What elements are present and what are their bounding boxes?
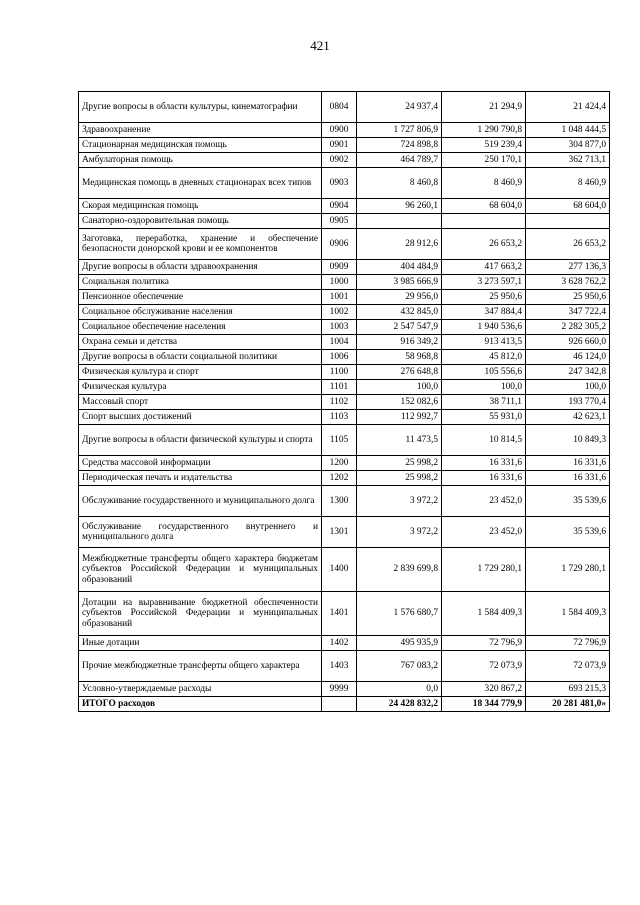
row-value-3-cell: 304 877,0 [526, 138, 610, 153]
table-row [79, 335, 610, 350]
row-name-cell: Физическая культура [79, 380, 322, 395]
row-value-2-cell: 8 460,9 [442, 168, 526, 199]
total-row-code-cell [322, 697, 357, 712]
row-value-2-cell: 3 273 597,1 [442, 275, 526, 290]
table-row [79, 486, 610, 517]
row-name-cell: Другие вопросы в области социальной политики [79, 350, 322, 365]
row-name-cell: Здравоохранение [79, 123, 322, 138]
row-value-2-cell: 320 867,2 [442, 682, 526, 697]
row-value-1-cell: 916 349,2 [357, 335, 442, 350]
table-row [79, 229, 610, 260]
row-value-1-cell: 25 998,2 [357, 471, 442, 486]
table-row [79, 138, 610, 153]
row-code-cell: 1004 [322, 335, 357, 350]
row-value-2-cell: 23 452,0 [442, 486, 526, 517]
row-value-3-cell: 16 331,6 [526, 456, 610, 471]
row-name-cell: Заготовка, переработка, хранение и обеспечение безопасности донорской крови и ее компонентов [79, 229, 322, 260]
row-value-1-cell: 24 937,4 [357, 92, 442, 123]
row-code-cell: 1403 [322, 651, 357, 682]
row-value-1-cell: 2 547 547,9 [357, 320, 442, 335]
table-row [79, 320, 610, 335]
row-value-2-cell: 1 290 790,8 [442, 123, 526, 138]
row-code-cell: 1200 [322, 456, 357, 471]
row-value-1-cell: 464 789,7 [357, 153, 442, 168]
row-code-cell: 1401 [322, 592, 357, 636]
row-name-cell: Дотации на выравнивание бюджетной обеспеченности субъектов Российской Федерации и муниципальных образований [79, 592, 322, 636]
row-value-2-cell: 417 663,2 [442, 260, 526, 275]
table-row [79, 153, 610, 168]
row-value-2-cell: 1 584 409,3 [442, 592, 526, 636]
row-value-2-cell: 16 331,6 [442, 456, 526, 471]
row-code-cell: 1101 [322, 380, 357, 395]
row-value-3-cell: 68 604,0 [526, 199, 610, 214]
row-value-2-cell: 1 940 536,6 [442, 320, 526, 335]
row-value-1-cell: 3 985 666,9 [357, 275, 442, 290]
row-value-2-cell: 25 950,6 [442, 290, 526, 305]
table-row [79, 305, 610, 320]
row-value-3-cell: 1 048 444,5 [526, 123, 610, 138]
table-row [79, 517, 610, 548]
table-row [79, 682, 610, 697]
row-value-2-cell: 347 884,4 [442, 305, 526, 320]
row-code-cell: 0906 [322, 229, 357, 260]
row-value-3-cell: 72 796,9 [526, 636, 610, 651]
row-value-1-cell: 8 460,8 [357, 168, 442, 199]
row-value-3-cell: 247 342,8 [526, 365, 610, 380]
row-name-cell: Социальное обеспечение населения [79, 320, 322, 335]
row-code-cell: 0904 [322, 199, 357, 214]
table-row [79, 123, 610, 138]
page-number: 421 [310, 38, 330, 53]
row-value-3-cell: 362 713,1 [526, 153, 610, 168]
row-value-1-cell: 1 727 806,9 [357, 123, 442, 138]
row-value-1-cell: 1 576 680,7 [357, 592, 442, 636]
row-value-1-cell: 29 956,0 [357, 290, 442, 305]
row-value-2-cell: 16 331,6 [442, 471, 526, 486]
row-value-3-cell: 46 124,0 [526, 350, 610, 365]
row-value-3-cell: 35 539,6 [526, 517, 610, 548]
row-value-3-cell [526, 214, 610, 229]
row-value-2-cell: 250 170,1 [442, 153, 526, 168]
row-value-3-cell: 2 282 305,2 [526, 320, 610, 335]
row-code-cell: 1105 [322, 425, 357, 456]
row-value-3-cell: 10 849,3 [526, 425, 610, 456]
row-value-1-cell: 96 260,1 [357, 199, 442, 214]
row-code-cell: 0903 [322, 168, 357, 199]
budget-expenditure-table [78, 91, 610, 712]
row-name-cell: Пенсионное обеспечение [79, 290, 322, 305]
row-name-cell: Обслуживание государственного внутреннего и муниципального долга [79, 517, 322, 548]
row-value-1-cell: 0,0 [357, 682, 442, 697]
row-code-cell: 1400 [322, 548, 357, 592]
row-name-cell: Стационарная медицинская помощь [79, 138, 322, 153]
row-value-2-cell: 45 812,0 [442, 350, 526, 365]
row-name-cell: Другие вопросы в области культуры, кинематографии [79, 92, 322, 123]
row-value-3-cell: 25 950,6 [526, 290, 610, 305]
row-value-3-cell: 1 729 280,1 [526, 548, 610, 592]
table-row [79, 168, 610, 199]
row-code-cell: 1402 [322, 636, 357, 651]
table-row [79, 380, 610, 395]
row-name-cell: Прочие межбюджетные трансферты общего характера [79, 651, 322, 682]
row-name-cell: Условно-утверждаемые расходы [79, 682, 322, 697]
row-value-3-cell: 100,0 [526, 380, 610, 395]
row-value-1-cell: 495 935,9 [357, 636, 442, 651]
row-value-2-cell: 1 729 280,1 [442, 548, 526, 592]
table-row [79, 456, 610, 471]
row-code-cell: 1102 [322, 395, 357, 410]
row-value-3-cell: 35 539,6 [526, 486, 610, 517]
row-value-3-cell: 42 623,1 [526, 410, 610, 425]
row-value-3-cell: 8 460,9 [526, 168, 610, 199]
table-row [79, 365, 610, 380]
row-value-2-cell: 72 796,9 [442, 636, 526, 651]
table-row [79, 548, 610, 592]
row-code-cell: 0909 [322, 260, 357, 275]
row-value-1-cell [357, 214, 442, 229]
row-code-cell: 0902 [322, 153, 357, 168]
row-code-cell: 0901 [322, 138, 357, 153]
total-row [79, 697, 610, 712]
row-name-cell: Другие вопросы в области здравоохранения [79, 260, 322, 275]
row-value-1-cell: 3 972,2 [357, 486, 442, 517]
row-value-1-cell: 2 839 699,8 [357, 548, 442, 592]
row-value-2-cell: 38 711,1 [442, 395, 526, 410]
row-code-cell: 1003 [322, 320, 357, 335]
row-name-cell: Массовый спорт [79, 395, 322, 410]
row-value-1-cell: 432 845,0 [357, 305, 442, 320]
row-value-1-cell: 276 648,8 [357, 365, 442, 380]
row-value-2-cell: 10 814,5 [442, 425, 526, 456]
row-value-3-cell: 26 653,2 [526, 229, 610, 260]
row-value-3-cell: 193 770,4 [526, 395, 610, 410]
total-row-value-3-cell: 20 281 481,0» [526, 697, 610, 712]
row-name-cell: Скорая медицинская помощь [79, 199, 322, 214]
row-value-2-cell: 72 073,9 [442, 651, 526, 682]
table-row [79, 636, 610, 651]
row-name-cell: Санаторно-оздоровительная помощь [79, 214, 322, 229]
row-value-1-cell: 58 968,8 [357, 350, 442, 365]
row-code-cell: 1103 [322, 410, 357, 425]
table-row [79, 395, 610, 410]
row-value-3-cell: 72 073,9 [526, 651, 610, 682]
row-value-2-cell: 21 294,9 [442, 92, 526, 123]
row-name-cell: Другие вопросы в области физической культуры и спорта [79, 425, 322, 456]
table-row [79, 290, 610, 305]
row-value-1-cell: 11 473,5 [357, 425, 442, 456]
table-row [79, 410, 610, 425]
row-value-3-cell: 21 424,4 [526, 92, 610, 123]
row-name-cell: Охрана семьи и детства [79, 335, 322, 350]
row-value-3-cell: 1 584 409,3 [526, 592, 610, 636]
row-value-1-cell: 25 998,2 [357, 456, 442, 471]
row-code-cell: 0900 [322, 123, 357, 138]
row-code-cell: 1006 [322, 350, 357, 365]
row-value-1-cell: 100,0 [357, 380, 442, 395]
row-value-1-cell: 3 972,2 [357, 517, 442, 548]
row-name-cell: Амбулаторная помощь [79, 153, 322, 168]
row-name-cell: Медицинская помощь в дневных стационарах всех типов [79, 168, 322, 199]
row-value-1-cell: 767 083,2 [357, 651, 442, 682]
row-value-3-cell: 277 136,3 [526, 260, 610, 275]
table-row [79, 214, 610, 229]
row-code-cell: 0905 [322, 214, 357, 229]
row-value-3-cell: 693 215,3 [526, 682, 610, 697]
row-code-cell: 1100 [322, 365, 357, 380]
total-row-value-1-cell: 24 428 832,2 [357, 697, 442, 712]
row-code-cell: 1000 [322, 275, 357, 290]
row-code-cell: 1002 [322, 305, 357, 320]
row-value-1-cell: 152 082,6 [357, 395, 442, 410]
total-row-name-cell: ИТОГО расходов [79, 697, 322, 712]
table-row [79, 651, 610, 682]
row-value-3-cell: 926 660,0 [526, 335, 610, 350]
row-value-2-cell: 105 556,6 [442, 365, 526, 380]
row-name-cell: Физическая культура и спорт [79, 365, 322, 380]
row-value-1-cell: 112 992,7 [357, 410, 442, 425]
table-row [79, 92, 610, 123]
row-value-2-cell: 100,0 [442, 380, 526, 395]
row-value-2-cell [442, 214, 526, 229]
table-row [79, 275, 610, 290]
row-code-cell: 1202 [322, 471, 357, 486]
row-code-cell: 1300 [322, 486, 357, 517]
row-value-3-cell: 3 628 762,2 [526, 275, 610, 290]
row-code-cell: 1301 [322, 517, 357, 548]
row-value-2-cell: 55 931,0 [442, 410, 526, 425]
table-row [79, 425, 610, 456]
row-value-2-cell: 519 239,4 [442, 138, 526, 153]
table-row [79, 471, 610, 486]
row-name-cell: Спорт высших достижений [79, 410, 322, 425]
row-name-cell: Периодическая печать и издательства [79, 471, 322, 486]
row-value-3-cell: 16 331,6 [526, 471, 610, 486]
row-code-cell: 0804 [322, 92, 357, 123]
total-row-value-2-cell: 18 344 779,9 [442, 697, 526, 712]
row-value-2-cell: 68 604,0 [442, 199, 526, 214]
row-name-cell: Социальное обслуживание населения [79, 305, 322, 320]
table-body [79, 92, 610, 712]
table-row [79, 350, 610, 365]
row-value-1-cell: 28 912,6 [357, 229, 442, 260]
table-row [79, 199, 610, 214]
table-row [79, 260, 610, 275]
row-code-cell: 1001 [322, 290, 357, 305]
row-name-cell: Средства массовой информации [79, 456, 322, 471]
row-code-cell: 9999 [322, 682, 357, 697]
row-value-2-cell: 913 413,5 [442, 335, 526, 350]
row-value-3-cell: 347 722,4 [526, 305, 610, 320]
row-value-2-cell: 26 653,2 [442, 229, 526, 260]
row-name-cell: Межбюджетные трансферты общего характера бюджетам субъектов Российской Федерации и муниципальных образований [79, 548, 322, 592]
table-row [79, 592, 610, 636]
row-name-cell: Социальная политика [79, 275, 322, 290]
row-value-1-cell: 724 898,8 [357, 138, 442, 153]
row-name-cell: Обслуживание государственного и муниципального долга [79, 486, 322, 517]
row-value-1-cell: 404 484,9 [357, 260, 442, 275]
row-name-cell: Иные дотации [79, 636, 322, 651]
row-value-2-cell: 23 452,0 [442, 517, 526, 548]
